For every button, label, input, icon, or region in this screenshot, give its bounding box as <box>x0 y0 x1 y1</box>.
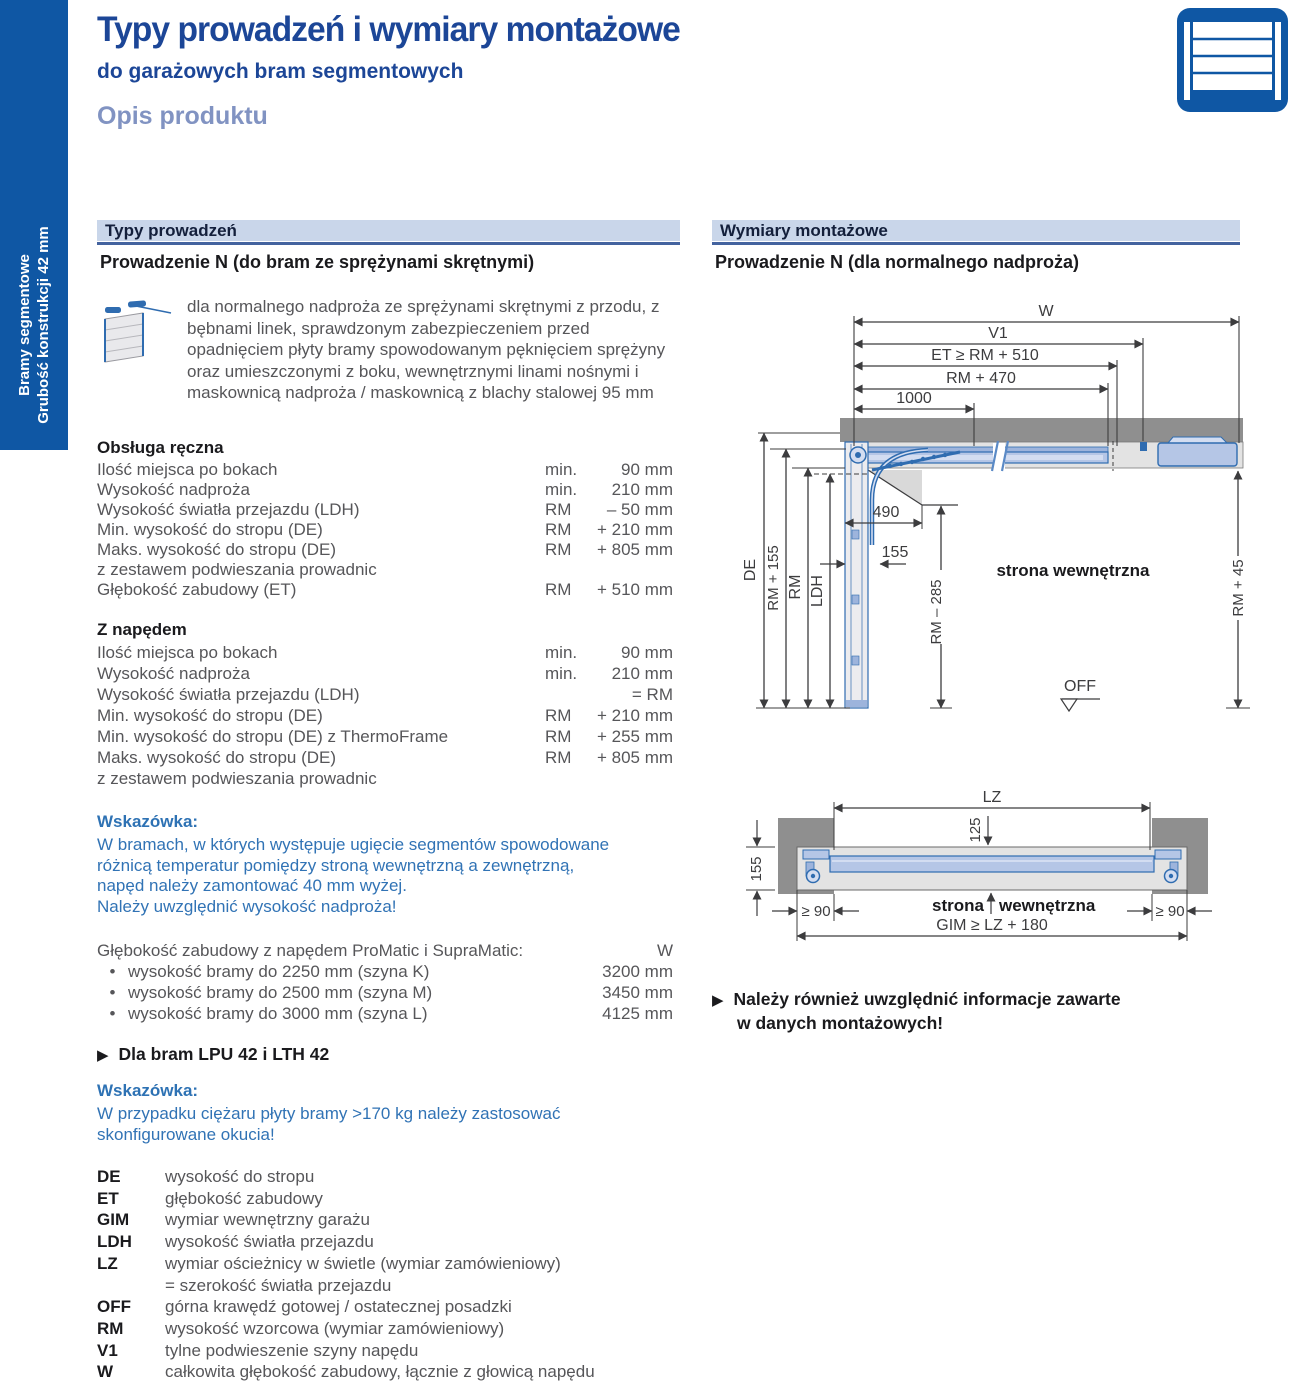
interior-plan-label-left: strona <box>932 896 984 915</box>
page-section-title: Opis produktu <box>97 102 268 130</box>
table-row: Min. wysokość do stropu (DE) z ThermoFrame RM + 255 mm <box>97 727 674 746</box>
legend-row: LZ wymiar ościeżnicy w świetle (wymiar zamówieniowy) <box>97 1253 561 1273</box>
dim-de-label: DE <box>742 558 759 582</box>
sidebar-label <box>15 226 53 424</box>
bullet-icon: • <box>109 1004 116 1023</box>
plan-view-diagram <box>700 770 1300 985</box>
table-row: Ilość miejsca po bokach min. 90 mm <box>97 643 673 662</box>
table-row: Wysokość nadproża min. 210 mm <box>97 664 673 683</box>
intro-paragraph: dla normalnego nadproża ze sprężynami skrętnymi z przodu, z bębnami linek, sprawdzonym zabezpieczeniem przed opadnięciem płyty bramy spowodowanym pęknięciem sprężyny oraz umieszczonymi z boku, wewnętrznymi linami nośnymi i maskownicą nadproża / maskownicą z blachy stalowej 95 mm <box>187 297 666 402</box>
dim-et-label: ET ≥ RM + 510 <box>931 347 1039 364</box>
dim-ge90-left-label: ≥ 90 <box>801 903 831 920</box>
dim-rm470-label: RM + 470 <box>946 370 1016 387</box>
table-row: z zestawem podwieszania prowadnic <box>97 560 377 579</box>
table-row: z zestawem podwieszania prowadnic <box>97 769 377 788</box>
legend-row: W całkowita głębokość zabudowy, łącznie z głowicą napędu <box>97 1362 595 1382</box>
left-subheader: Prowadzenie N (do bram ze sprężynami skrętnymi) <box>100 252 535 272</box>
legend-row: ET głębokość zabudowy <box>97 1188 323 1208</box>
list-item: • wysokość bramy do 3000 mm (szyna L) 4125 mm <box>97 1003 673 1024</box>
depth-col-header: W <box>656 941 673 960</box>
legend-row: GIM wymiar wewnętrzny garażu <box>97 1210 371 1230</box>
dim-rm285-label: RM – 285 <box>928 579 945 645</box>
interior-plan-label-right: wewnętrzna <box>999 896 1096 915</box>
legend-row: DE wysokość do stropu <box>97 1167 315 1186</box>
triangle-bullet-icon: ▶ <box>97 1047 109 1064</box>
for-doors-line: ▶ Dla bram LPU 42 i LTH 42 <box>97 1044 330 1064</box>
side-section-diagram <box>700 296 1300 730</box>
bullet-icon: • <box>109 962 116 981</box>
page-title: Typy prowadzeń i wymiary montażowe <box>97 10 680 49</box>
section-header-wymiary: Wymiary montażowe <box>712 220 1240 241</box>
legend-row: RM wysokość wzorcowa (wymiar zamówieniowy) <box>97 1318 505 1338</box>
legend-row: V1 tylne podwieszenie szyny napędu <box>97 1340 419 1360</box>
depth-title: Głębokość zabudowy z napędem ProMatic i SupraMatic: <box>97 941 524 960</box>
hint2-title: Wskazówka: <box>97 1081 199 1100</box>
page-subtitle: do garażowych bram segmentowych <box>97 60 464 83</box>
dim-490-label: 490 <box>872 504 900 521</box>
dim-rm45-label: RM + 45 <box>1230 559 1247 617</box>
section-rule-left <box>97 242 680 245</box>
installation-data-note: ▶ Należy również uwzględnić informacje zawarte w danych montażowych! <box>712 989 1121 1033</box>
right-subheader: Prowadzenie N (dla normalnego nadproża) <box>715 252 1080 272</box>
table-row: Maks. wysokość do stropu (DE) RM + 805 mm <box>97 748 674 767</box>
dim-rm-label: RM <box>787 574 804 600</box>
rear-suspension-bracket <box>1140 442 1147 451</box>
sidebar-line2: Grubość konstrukcji 42 mm <box>35 226 52 424</box>
dimension-legend <box>97 1166 687 1383</box>
legend-row: = szerokość światła przejazdu <box>165 1275 392 1295</box>
dim-ldh-label: LDH <box>809 574 826 608</box>
table-row: Głębokość zabudowy (ET) RM + 510 mm <box>97 580 674 599</box>
triangle-bullet-icon: ▶ <box>712 992 724 1009</box>
sidebar-line1: Bramy segmentowe <box>16 254 33 396</box>
dim-ge90-right-label: ≥ 90 <box>1155 903 1185 920</box>
dim-125-label: 125 <box>967 817 984 843</box>
dim-lz-label: LZ <box>982 789 1002 806</box>
section-rule-right <box>712 242 1240 245</box>
dim-155-label: 155 <box>881 544 909 561</box>
off-datum-symbol <box>1061 678 1100 711</box>
operator-head <box>1158 437 1237 466</box>
table-row: Wysokość nadproża min. 210 mm <box>97 480 673 499</box>
list-item: • wysokość bramy do 2500 mm (szyna M) 3450 mm <box>97 982 673 1003</box>
list-item: • wysokość bramy do 2250 mm (szyna K) 3200 mm <box>97 961 673 982</box>
sectional-door-sketch-icon <box>95 292 173 368</box>
powered-table-title: Z napędem <box>97 620 187 639</box>
table-row: Wysokość światła przejazdu (LDH) = RM <box>97 685 673 704</box>
table-row: Min. wysokość do stropu (DE) RM + 210 mm <box>97 706 674 725</box>
off-label: OFF <box>1064 678 1096 695</box>
manual-table-title: Obsługa ręczna <box>97 438 224 457</box>
interior-side-label: strona wewnętrzna <box>996 561 1150 580</box>
table-row: Ilość miejsca po bokach min. 90 mm <box>97 460 673 479</box>
dim-w-label: W <box>1038 303 1054 320</box>
bullet-icon: • <box>109 983 116 1002</box>
dim-155-plan-label: 155 <box>748 856 765 882</box>
table-row: Wysokość światła przejazdu (LDH) RM – 50 mm <box>97 500 673 519</box>
drive-depth-list <box>97 940 673 1024</box>
table-row: Min. wysokość do stropu (DE) RM + 210 mm <box>97 520 674 539</box>
door-leaf-plan <box>830 856 1154 872</box>
table-row: Maks. wysokość do stropu (DE) RM + 805 mm <box>97 540 674 559</box>
dim-v1-label: V1 <box>988 325 1008 342</box>
garage-door-icon <box>1175 6 1292 116</box>
section-header-typy-prowadzen: Typy prowadzeń <box>97 220 680 241</box>
dim-1000-label: 1000 <box>896 390 932 407</box>
legend-row: LDH wysokość światła przejazdu <box>97 1232 374 1252</box>
legend-row: OFF górna krawędź gotowej / ostatecznej posadzki <box>97 1297 512 1317</box>
lintel-wedge <box>868 470 958 505</box>
door-panel <box>845 442 868 708</box>
dim-rm155-label: RM + 155 <box>765 545 782 611</box>
hint1-title: Wskazówka: <box>97 812 199 831</box>
dim-gim-label: GIM ≥ LZ + 180 <box>936 917 1048 934</box>
